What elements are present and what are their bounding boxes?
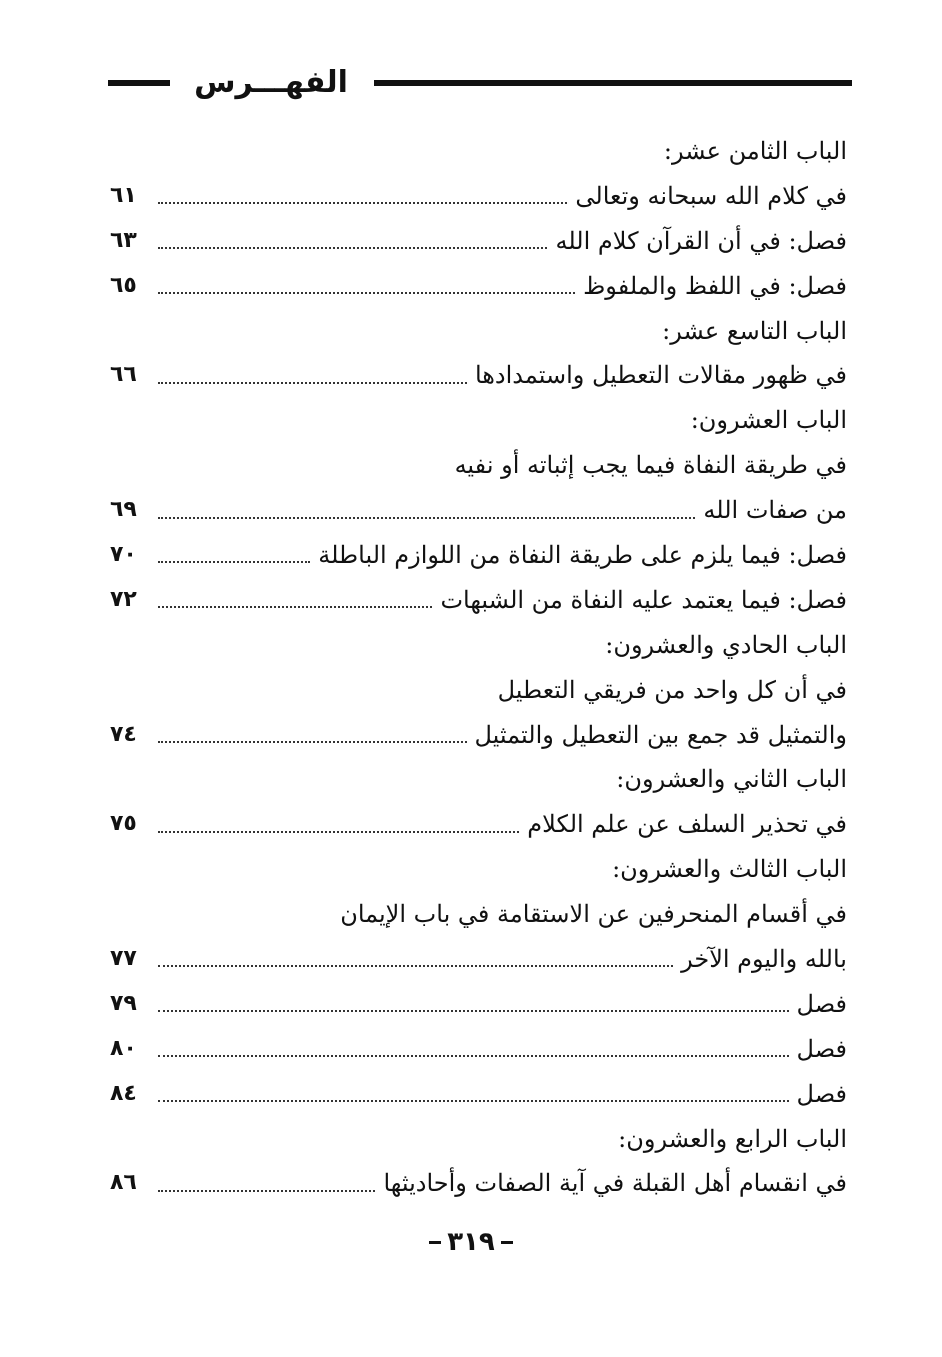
toc-page-number: ٧٠ [110,542,137,568]
leader-dots [158,1055,789,1057]
toc-heading [110,757,847,802]
toc-entry [110,219,847,264]
toc-entry [110,1072,847,1117]
toc-entry-text: في انقسام أهل القبلة في آية الصفات وأحاديثها [383,1169,847,1198]
leader-dots [158,247,547,249]
toc-entry-text: في أقسام المنحرفين عن الاستقامة في باب الإيمان [340,900,847,929]
toc-entry [110,802,847,847]
toc-page-number: ٨٤ [110,1080,137,1106]
toc-entry-text: الباب العشرون: [690,406,847,435]
leader-dots [158,561,310,563]
toc-heading [110,129,847,174]
page-footer [0,1222,942,1262]
toc-entry-text: في كلام الله سبحانه وتعالى [575,181,847,210]
toc-entry-text: الباب الثالث والعشرون: [612,855,847,884]
leader-dots [158,965,673,967]
toc-entry [110,264,847,309]
toc-entry-text: من صفات الله [703,496,847,525]
leader-dots [158,517,695,519]
toc-page-number: ٦٦ [110,362,137,388]
toc-heading [110,398,847,443]
toc-heading [110,443,847,488]
toc-entry [110,174,847,219]
toc-entry [110,353,847,398]
toc-entry-text: في أن كل واحد من فريقي التعطيل [497,675,847,704]
toc-entry [110,937,847,982]
toc-entry-text: فصل: فيما يعتمد عليه النفاة من الشبهات [440,585,847,614]
header-rule-left [108,80,170,86]
toc-page-number: ٦٣ [110,227,137,253]
toc-entry-text: الباب الثامن عشر: [663,137,847,165]
leader-dots [158,1010,789,1012]
toc-entry-text: في ظهور مقالات التعطيل واستمدادها [474,361,847,390]
page-number: ٣١٩ [447,1227,495,1257]
toc-page-number: ٧٥ [110,811,137,837]
header-rule-right [374,80,852,86]
leader-dots [158,1190,375,1192]
toc-heading [110,309,847,354]
toc-entry-text: فصل [796,1079,847,1108]
toc-entry [110,713,847,758]
toc-page-number: ٧٤ [110,721,137,747]
leader-dots [158,1100,789,1102]
leader-dots [158,831,519,833]
toc-page-number: ٨٠ [110,1035,137,1061]
toc-entry-text: فصل: في أن القرآن كلام الله [555,226,847,255]
toc-entry-text: فصل: في اللفظ والملفوظ [583,271,847,300]
leader-dots [158,606,432,608]
toc-entry-text: الباب الرابع والعشرون: [618,1124,847,1153]
toc-page-number: ٧٧ [110,946,137,972]
leader-dots [158,741,467,743]
toc-heading [110,623,847,668]
footer-dash-right [501,1241,513,1244]
page-title: الفهـــرس [194,65,348,100]
leader-dots [158,382,467,384]
toc-heading [110,892,847,937]
toc-page-number: ٧٩ [110,990,137,1016]
toc-entry-text: والتمثيل قد جمع بين التعطيل والتمثيل [474,720,847,749]
toc-page-number: ٧٢ [110,586,137,612]
footer-dash-left [429,1241,441,1244]
toc-entry-text: فصل [796,989,847,1018]
toc-entry-text: فصل: فيما يلزم على طريقة النفاة من اللوازم الباطلة [318,541,847,570]
toc-entry [110,982,847,1027]
toc-entry-text: فصل [796,1034,847,1063]
leader-dots [158,292,575,294]
toc-entry [110,1161,847,1206]
table-of-contents [110,129,847,1206]
toc-page-number: ٦١ [110,182,137,208]
toc-entry-text: في تحذير السلف عن علم الكلام [527,810,847,839]
toc-entry-text: الباب الثاني والعشرون: [616,765,847,794]
toc-heading [110,668,847,713]
toc-page-number: ٦٩ [110,497,137,523]
toc-entry [110,488,847,533]
leader-dots [158,202,567,204]
toc-page-number: ٦٥ [110,272,137,298]
page-header [108,62,852,108]
toc-entry-text: بالله واليوم الآخر [681,945,847,974]
toc-page-number: ٨٦ [110,1170,137,1196]
toc-heading [110,847,847,892]
toc-entry-text: الباب التاسع عشر: [662,316,847,345]
toc-entry [110,533,847,578]
toc-entry [110,578,847,623]
toc-entry [110,1027,847,1072]
toc-entry-text: في طريقة النفاة فيما يجب إثباته أو نفيه [454,451,847,480]
toc-entry-text: الباب الحادي والعشرون: [605,630,847,659]
toc-heading [110,1117,847,1162]
